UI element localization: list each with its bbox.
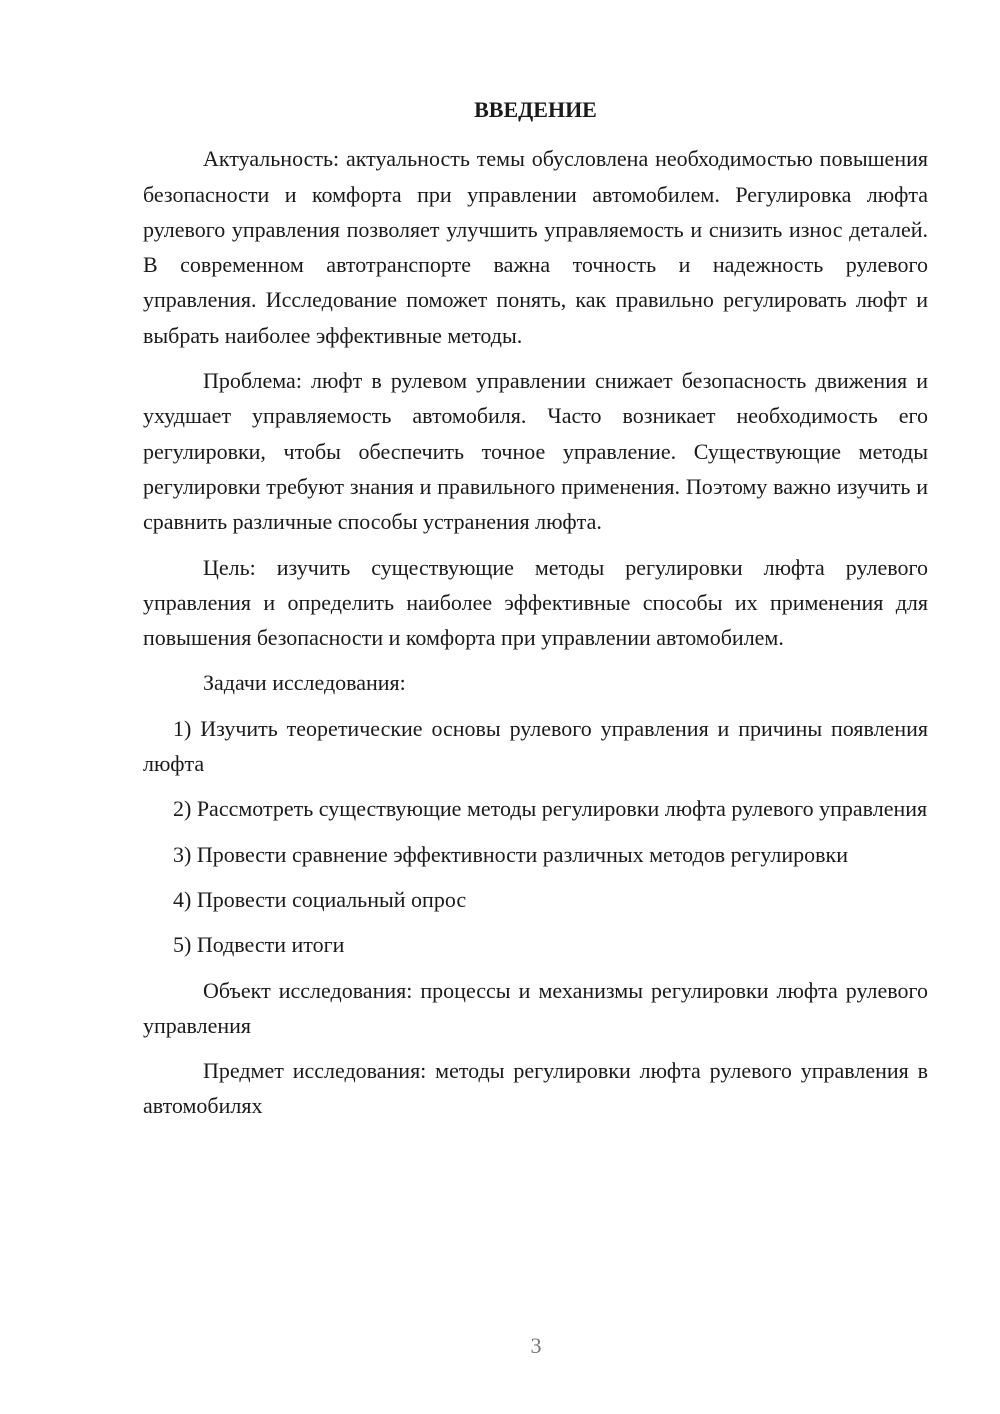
task-item-3: 3) Провести сравнение эффективности различных методов регулировки: [173, 841, 849, 867]
task-item-4: 4) Провести социальный опрос: [173, 886, 467, 912]
page-title: ВВЕДЕНИЕ: [474, 97, 597, 122]
problem-paragraph: Проблема: люфт в рулевом управлении снижает безопасность движения и ухудшает управляемость автомобиля. Часто возникает необходимость его регулировки, чтобы обеспечить точное управление. Существующие методы регулировки требуют знания и правильного применения. Поэтому важно изучить и сравнить различные способы устранения люфта.: [143, 368, 928, 535]
page-content: [143, 92, 928, 1134]
object-paragraph: Объект исследования: процессы и механизмы регулировки люфта рулевого управления: [143, 977, 928, 1038]
tasks-heading: Задачи исследования:: [203, 670, 406, 696]
relevance-paragraph: Актуальность: актуальность темы обусловлена необходимостью повышения безопасности и комфорта при управлении автомобилем. Регулировка люфта рулевого управления позволяет улучшить управляемость и снизить износ деталей. В современном автотранспорте важна точность и надежность рулевого управления. Исследование поможет понять, как правильно регулировать люфт и выбрать наиболее эффективные методы.: [143, 146, 928, 348]
task-item-1: 1) Изучить теоретические основы рулевого управления и причины появления люфта: [143, 715, 928, 777]
subject-paragraph: Предмет исследования: методы регулировки люфта рулевого управления в автомобилях: [143, 1058, 928, 1119]
page-number: 3: [530, 1333, 542, 1358]
goal-paragraph: Цель: изучить существующие методы регулировки люфта рулевого управления и определить наиболее эффективные способы их применения для повышения безопасности и комфорта при управлении автомобилем.: [143, 554, 928, 651]
task-item-5: 5) Подвести итоги: [173, 932, 345, 958]
task-item-2: 2) Рассмотреть существующие методы регулировки люфта рулевого управления: [173, 796, 928, 822]
